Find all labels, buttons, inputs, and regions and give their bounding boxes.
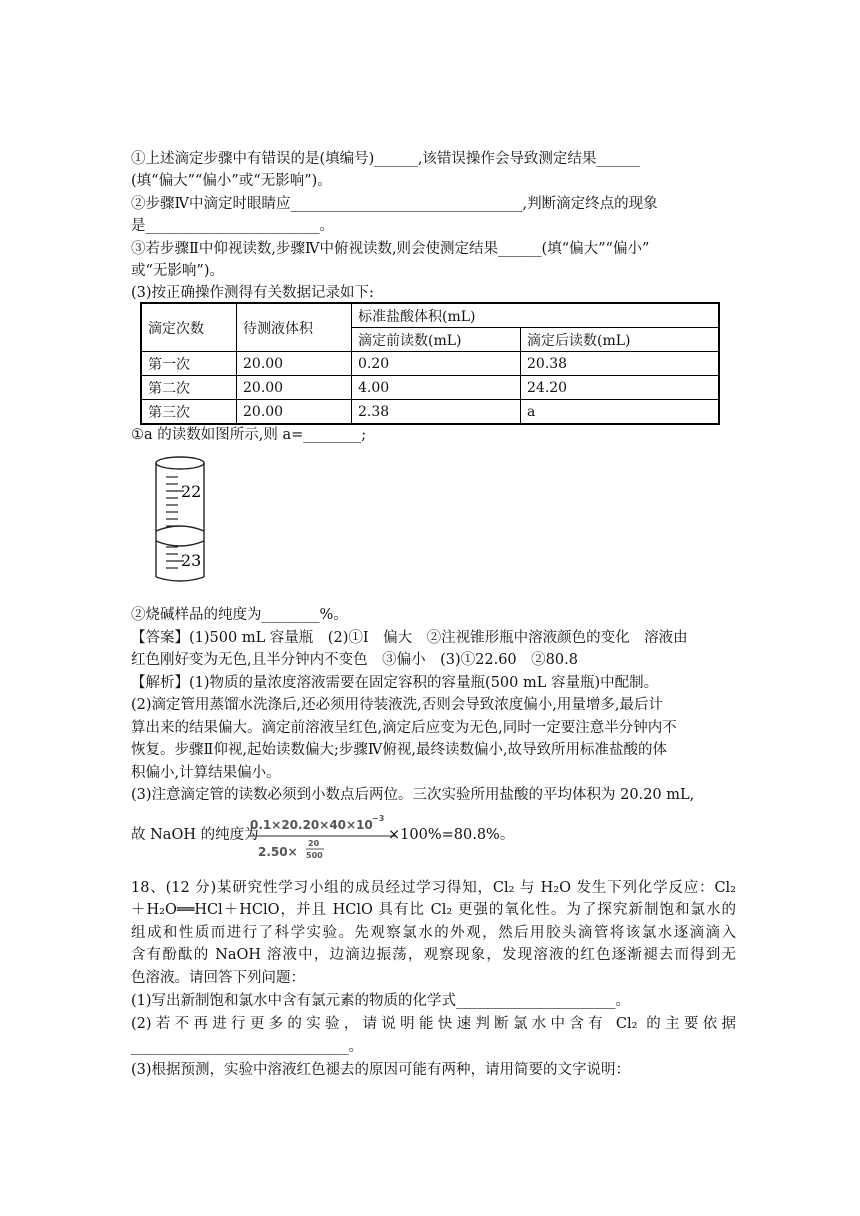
table-row	[141, 400, 719, 425]
cell-trial: 第三次	[141, 400, 237, 425]
answer-line-2: 红色刚好变为无色,且半分钟内不变色 ③偏小 (3)①22.60 ②80.8	[131, 652, 578, 668]
explanation-line-4: 恢复。步骤Ⅱ仰视,起始读数偏大;步骤Ⅳ俯视,最终读数偏小,故导致所用标准盐酸的体	[131, 742, 668, 758]
cell-after: 24.20	[521, 376, 720, 400]
q18-part-2-blank: ______________________________。	[131, 1039, 363, 1055]
header-reading-after: 滴定后读数(mL)	[521, 328, 720, 352]
explanation-line-7-suffix: ×100%=80.8%。	[388, 827, 515, 843]
cell-before: 2.38	[352, 400, 521, 425]
question-1-line-cont: (填“偏大”“偏小”或“无影响”)。	[131, 173, 332, 189]
question-2-line-cont: 是________________________。	[131, 218, 334, 234]
header-sample-volume: 待测液体积	[237, 303, 352, 352]
q18-stem-line-4: 含有酚酞的 NaOH 溶液中，边滴边振荡，观察现象，发现溶液的红色逐渐褪去而得到无	[131, 947, 736, 963]
titration-data-table	[140, 302, 720, 425]
answer-line-1: 【答案】(1)500 mL 容量瓶 (2)①Ⅰ 偏大 ②注视锥形瓶中溶液颜色的变化 溶液由	[131, 630, 688, 646]
formula-exponent: −3	[372, 814, 385, 823]
cell-trial: 第二次	[141, 376, 237, 400]
cell-trial: 第一次	[141, 352, 237, 376]
cell-after: a	[521, 400, 720, 425]
question-a-reading: ①a 的读数如图所示,则 a=________;	[131, 427, 367, 443]
question-2-line: ②步骤Ⅳ中滴定时眼睛应________________________________,判断滴定终点的现象	[131, 196, 658, 212]
table-row	[141, 376, 719, 400]
question-3-line: ③若步骤Ⅱ中仰视读数,步骤Ⅳ中俯视读数,则会使测定结果______(填“偏大”“偏小”	[131, 241, 650, 257]
header-std-hcl-volume: 标准盐酸体积(mL)	[352, 303, 720, 328]
q18-part-1: (1)写出新制饱和氯水中含有氯元素的物质的化学式______________________。	[131, 993, 631, 1009]
cell-sample: 20.00	[237, 352, 352, 376]
cell-before: 0.20	[352, 352, 521, 376]
q18-stem-line-3: 组成和性质而进行了科学实验。先观察氯水的外观，然后用胶头滴管将该氯水逐滴滴入	[131, 925, 736, 941]
q18-part-2: (2)若不再进行更多的实验，请说明能快速判断氯水中含有 Cl₂ 的主要依据	[131, 1016, 736, 1032]
q18-stem-line-5: 色溶液。请回答下列问题：	[131, 970, 305, 986]
explanation-line-6: (3)注意滴定管的读数必须到小数点后两位。三次实验所用盐酸的平均体积为 20.20 mL,	[131, 787, 695, 803]
header-trial: 滴定次数	[141, 303, 237, 352]
part-3-intro: (3)按正确操作测得有关数据记录如下:	[131, 285, 374, 301]
explanation-line-1: 【解析】(1)物质的量浓度溶液需要在固定容积的容量瓶(500 mL 容量瓶)中配制。	[131, 675, 659, 691]
table-row	[141, 352, 719, 376]
burette-label-23: 23	[181, 551, 202, 570]
explanation-line-2: (2)滴定管用蒸馏水洗涤后,还必须用待装液洗,否则会导致浓度偏小,用量增多,最后计	[131, 697, 663, 713]
formula-frac-den: 500	[306, 851, 323, 860]
q18-stem-line-2: ＋H₂O══HCl＋HClO，并且 HClO 具有比 Cl₂ 更强的氧化性。为了探究新制饱和氯水的	[131, 902, 736, 918]
explanation-line-7-prefix: 故 NaOH 的纯度为	[131, 827, 259, 843]
header-reading-before: 滴定前读数(mL)	[352, 328, 521, 352]
explanation-line-5: 积偏小,计算结果偏小。	[131, 765, 281, 781]
cell-sample: 20.00	[237, 376, 352, 400]
cell-sample: 20.00	[237, 400, 352, 425]
cell-after: 20.38	[521, 352, 720, 376]
cell-before: 4.00	[352, 376, 521, 400]
formula-frac-num: 20	[308, 839, 320, 848]
q18-part-3: (3)根据预测，实验中溶液红色褪去的原因可能有两种，请用简要的文字说明：	[131, 1062, 631, 1078]
question-purity: ②烧碱样品的纯度为________%。	[131, 607, 348, 623]
burette-reading-figure	[150, 455, 220, 585]
burette-label-22: 22	[181, 482, 202, 501]
q18-stem-line-1: 18、(12 分)某研究性学习小组的成员经过学习得知，Cl₂ 与 H₂O 发生下列化学反应：Cl₂	[131, 880, 736, 896]
question-1-line: ①上述滴定步骤中有错误的是(填编号)______,该错误操作会导致测定结果______	[131, 151, 640, 167]
formula-numerator: 0.1×20.20×40×10	[250, 818, 373, 832]
formula-denominator: 2.50×	[258, 845, 298, 859]
question-3-line-cont: 或“无影响”)。	[131, 263, 224, 279]
explanation-line-3: 算出来的结果偏大。滴定前溶液呈红色,滴定后应变为无色,同时一定要注意半分钟内不	[131, 720, 677, 736]
